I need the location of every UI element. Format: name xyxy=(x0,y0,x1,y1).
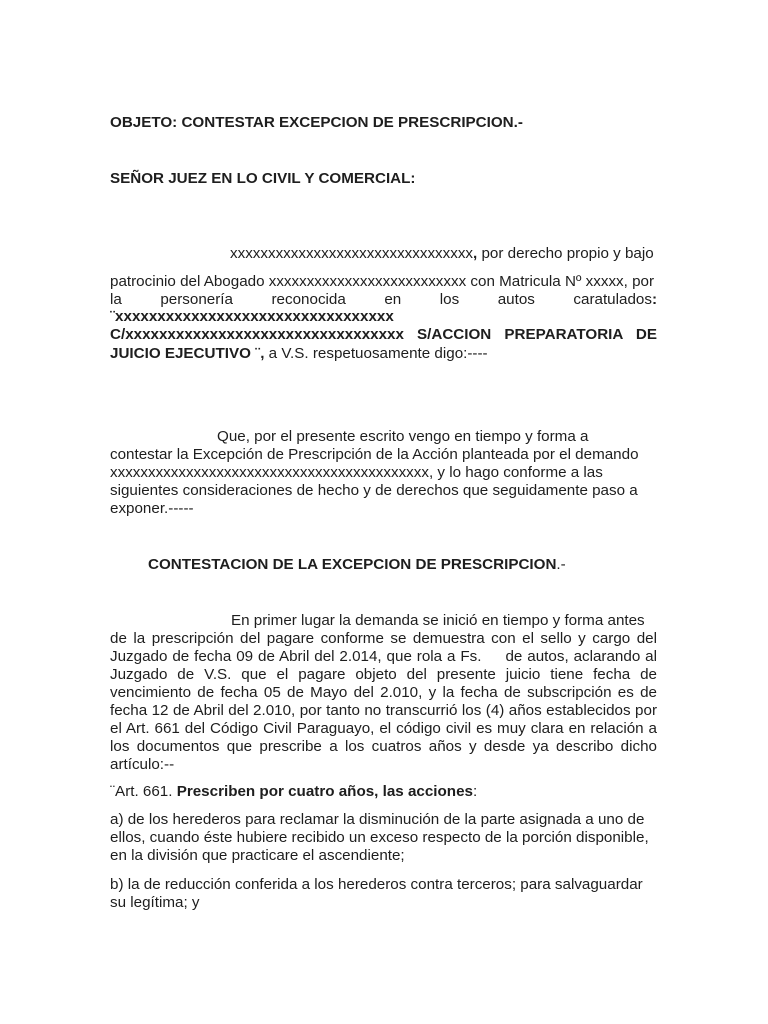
intro-line-6: JUICIO EJECUTIVO ¨, a V.S. respetuosamente digo:---- xyxy=(110,345,488,362)
article-item-b-line-2: su legítima; y xyxy=(110,894,200,911)
body-line-1: En primer lugar la demanda se inició en tiempo y forma antes xyxy=(231,612,645,629)
intro-line-4: ¨xxxxxxxxxxxxxxxxxxxxxxxxxxxxxxxxx xyxy=(110,308,394,325)
section-title: CONTESTACION DE LA EXCEPCION DE PRESCRIPCION.- xyxy=(148,556,566,573)
body-line-7: el Art. 661 del Código Civil Paraguayo, el código civil es muy clara en relación a xyxy=(110,720,657,737)
article-item-b-line-1: b) la de reducción conferida a los herederos contra terceros; para salvaguardar xyxy=(110,876,643,893)
article-item-a-line-2: ellos, cuando éste hubiere recibido un exceso respecto de la porción disponible, xyxy=(110,829,649,846)
objeto-heading: OBJETO: CONTESTAR EXCEPCION DE PRESCRIPCION.- xyxy=(110,114,523,131)
que-line-4: siguientes consideraciones de hecho y de derechos que seguidamente paso a xyxy=(110,482,638,499)
body-line-8: los documentos que prescribe a los cuatros años y desde ya describo dicho xyxy=(110,738,657,755)
que-line-1: Que, por el presente escrito vengo en tiempo y forma a xyxy=(217,428,589,445)
intro-line-5: C/xxxxxxxxxxxxxxxxxxxxxxxxxxxxxxxxx S/ACCION PREPARATORIA DE xyxy=(110,326,657,343)
body-line-2: de la prescripción del pagare conforme se demuestra con el sello y cargo del xyxy=(110,630,657,647)
intro-line-2: patrocinio del Abogado xxxxxxxxxxxxxxxxxxxxxxxxxx con Matricula Nº xxxxx, por xyxy=(110,273,655,290)
intro-line-3: la personería reconocida en los autos caratulados: xyxy=(110,291,657,308)
article-item-a-line-1: a) de los herederos para reclamar la disminución de la parte asignada a uno de xyxy=(110,811,645,828)
article-item-a-line-3: en la división que practicare el ascendiente; xyxy=(110,847,405,864)
body-line-6: fecha 12 de Abril del 2.010, por tanto no transcurrió los (4) años establecidos por xyxy=(110,702,657,719)
intro-line-1: xxxxxxxxxxxxxxxxxxxxxxxxxxxxxxxx, por derecho propio y bajo xyxy=(230,245,654,262)
body-line-5: vencimiento de fecha 05 de Mayo del 2.010, y la fecha de subscripción es de xyxy=(110,684,657,701)
body-line-9: artículo:-- xyxy=(110,756,175,773)
que-line-3: xxxxxxxxxxxxxxxxxxxxxxxxxxxxxxxxxxxxxxxxxx, y lo hago conforme a las xyxy=(110,464,603,481)
judge-salutation: SEÑOR JUEZ EN LO CIVIL Y COMERCIAL: xyxy=(110,170,416,187)
que-line-5: exponer.----- xyxy=(110,500,194,517)
article-heading: ¨Art. 661. Prescriben por cuatro años, las acciones: xyxy=(110,783,478,800)
body-line-4: Juzgado de V.S. que el pagare objeto del presente juicio tiene fecha de xyxy=(110,666,657,683)
que-line-2: contestar la Excepción de Prescripción de la Acción planteada por el demando xyxy=(110,446,639,463)
body-line-3: Juzgado de fecha 09 de Abril del 2.014, que rola a Fs. de autos, aclarando al xyxy=(110,648,658,665)
